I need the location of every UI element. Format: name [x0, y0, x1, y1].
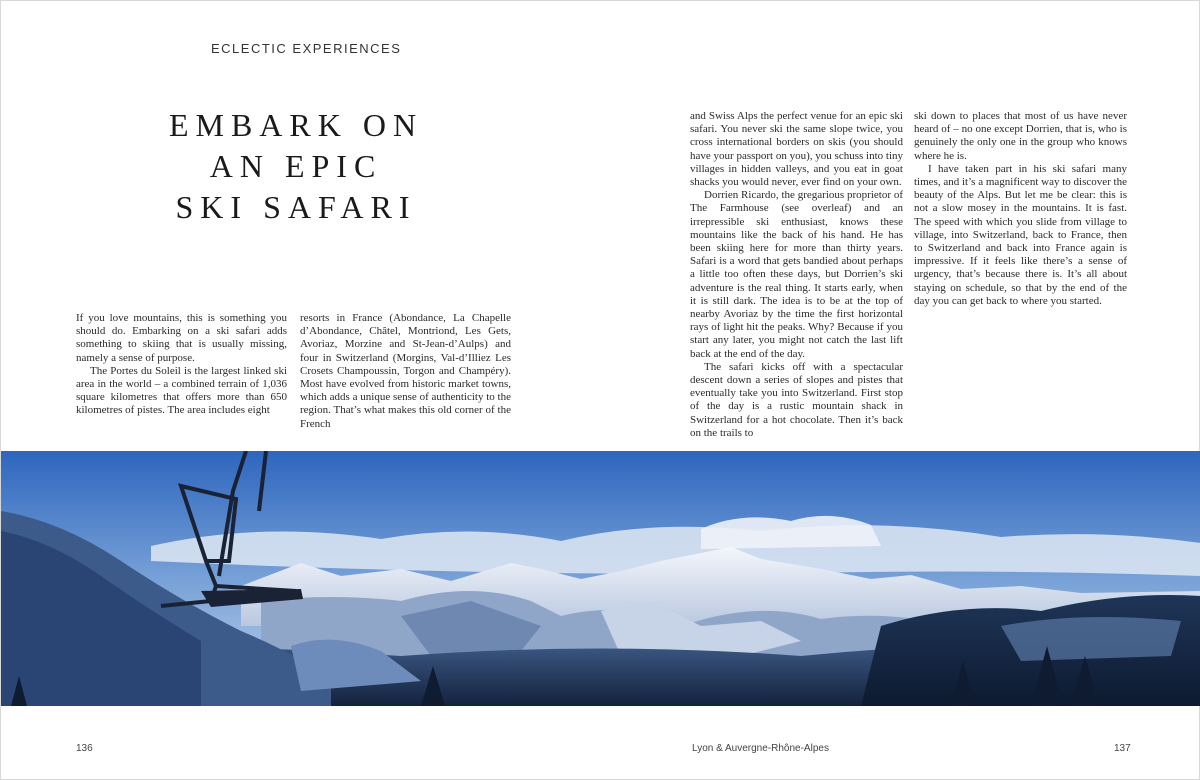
title-line-1: EMBARK ON [168, 107, 424, 143]
paragraph: and Swiss Alps the perfect venue for an epic ski safari. You never ski the same slope twice, you cross international borders on skis (you should have your passport on you), you schuss into tiny villages in hidden valleys, and you eat in goat shacks you would never, ever find on your own. [690, 110, 903, 189]
paragraph: resorts in France (Abondance, La Chapelle d’Abondance, Châtel, Montriond, Les Gets, Avoriaz, Morzine and St-Jean-d’Aulps) and four in Switzerland (Morgins, Val-d’Illiez Les Crosets Champoussin, Torgon and Champéry). Most have evolved from historic market towns, which adds a unique sense of authenticity to the region. That’s what makes this old corner of the French [300, 312, 511, 430]
paragraph: If you love mountains, this is something you should do. Embarking on a ski safari adds something to skiing that is usually missing, namely a sense of purpose. [76, 312, 287, 364]
text-column-2 [300, 312, 511, 431]
page-number-right: 137 [1114, 743, 1131, 754]
page-number-left: 136 [76, 743, 93, 754]
paragraph: The Portes du Soleil is the largest linked ski area in the world – a combined terrain of 1,036 square kilometres that offers more than 650 kilometres of pistes. The area includes eight [76, 364, 287, 417]
title-line-2: AN EPIC [209, 148, 383, 184]
text-column-4 [914, 110, 1127, 308]
text-column-3 [690, 110, 903, 440]
mountain-panorama-illustration [1, 451, 1200, 706]
mountain-panorama-photo [1, 451, 1200, 706]
article-title [141, 105, 451, 228]
text-column-1 [76, 312, 287, 418]
paragraph: ski down to places that most of us have never heard of – no one except Dorrien, that is, who is genuinely the only one in the group who knows where he is. [914, 110, 1127, 162]
paragraph: Dorrien Ricardo, the gregarious proprietor of The Farmhouse (see overleaf) and an irrepressible ski enthusiast, knows these mountains like the back of his hand. He has been skiing here for more than thirty years. Safari is a word that gets bandied about perhaps a little too often these days, but Dorrien’s ski adventure is the real thing. It starts early, when it is still dark. The idea is to be at the top of nearby Avoriaz by the time the first horizontal rays of light hit the peaks. Why? Because if you start any later, you might not catch the last lift back at the end of the day. [690, 189, 903, 360]
paragraph: The safari kicks off with a spectacular descent down a series of slopes and pistes that eventually take you into Switzerland. First stop of the day is a rustic mountain shack in Switzerland for a hot chocolate. Then it’s back on the trails to [690, 360, 903, 439]
running-footer: Lyon & Auvergne-Rhône-Alpes [692, 743, 829, 754]
paragraph: I have taken part in his ski safari many times, and it’s a magnificent way to discover the beauty of the Alps. But let me be clear: this is not a slow mosey in the mountains. It is fast. The speed with which you slide from village to village, into Switzerland, back to France, then to Switzerland and back into France again is impressive. If it feels like there’s a sense of urgency, that’s because there is. It’s all about staying on schedule, so that by the end of the day you can get back to where you started. [914, 162, 1127, 307]
title-line-3: SKI SAFARI [175, 189, 417, 225]
section-label: ECLECTIC EXPERIENCES [211, 41, 402, 56]
